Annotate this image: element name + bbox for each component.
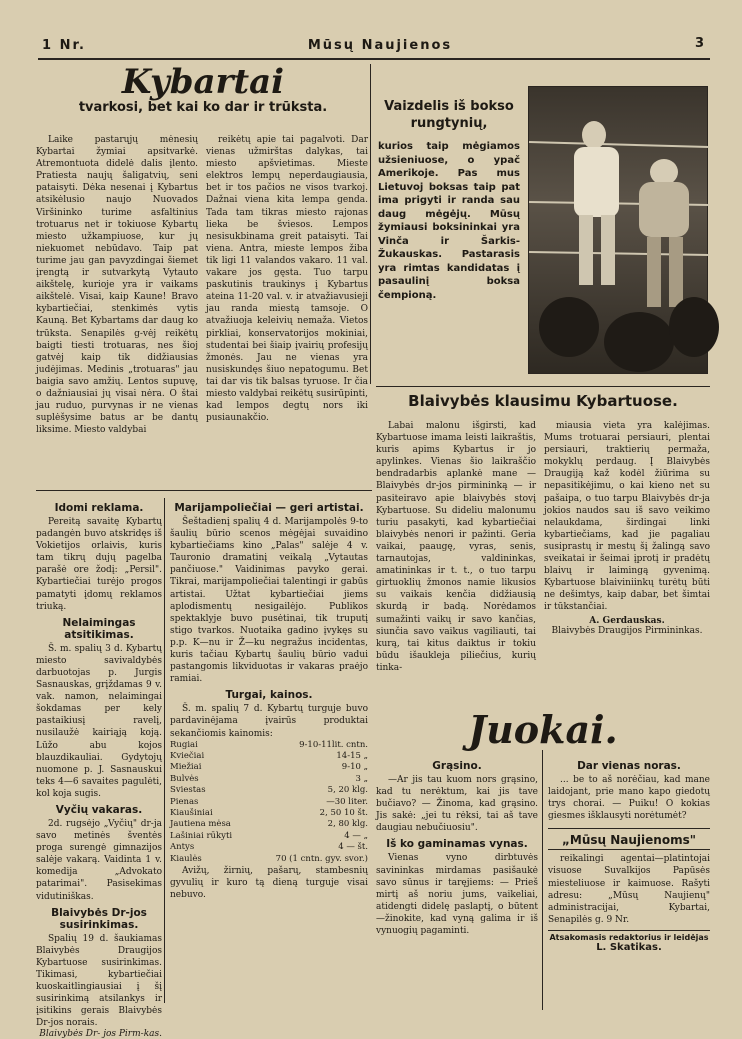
- price-value: 3 „: [355, 773, 368, 784]
- nelaimingas-title: Nelaimingas atsitikimas.: [62, 616, 136, 641]
- price-item: Bulvės: [170, 773, 199, 784]
- price-value: —30 liter.: [326, 796, 368, 807]
- price-row: [170, 808, 368, 819]
- grasino-text: —Ar jis tau kuom nors grąsino, kad tu nerėktum, kai jis tave bučiavo? — Žinoma, kad grąsino. Jis sakė: „jei tu rėksi, tai aš tave daugiau nebučiuosiu".: [376, 775, 538, 834]
- kybartai-title: Kybartai: [121, 62, 285, 102]
- juokai-right-column: [548, 756, 710, 1008]
- price-value: 4 — št.: [338, 842, 368, 853]
- price-value: 14-15 „: [336, 751, 368, 761]
- grasino-title: Grąsino.: [432, 760, 482, 772]
- price-item: Kiaulės: [170, 853, 202, 864]
- vynas-text: Vienas vyno dirbtuvės savininkas mirdamas pasišaukė savo sūnus ir taręjiems: — Prieš mirtį aš noriu jums, vaikeliai, atidengti didelę paslaptį, o būtent—žinokite, kad vyną galima ir iš vynuogių pagaminti.: [376, 853, 538, 937]
- turgai-title: Turgai, kainos.: [225, 689, 313, 702]
- blaivybes-column-2-block: [544, 420, 710, 712]
- price-row: [170, 785, 368, 796]
- vyciu-text: 2d. rugsėjo „Vyčių" dr-ja savo metinės šventės proga surengė gimnazijos salėje vakarą. Vaidinta 1 v. komedija „Advokato patarimai". Pasisekimas vidutiniškas.: [36, 818, 162, 902]
- blaivybes-author: A. Gerdauskas.: [589, 615, 665, 626]
- marijampolieciai-title: Marijampoliečiai — geri artistai.: [174, 502, 364, 514]
- juokai-title: Juokai.: [468, 707, 618, 752]
- editor-label: Atsakomasis redaktorius ir leidėjas: [549, 932, 709, 942]
- section-rule: [36, 490, 372, 491]
- column-rule: [370, 64, 371, 384]
- price-row: [170, 842, 368, 853]
- price-item: Rugiai: [170, 739, 198, 750]
- price-row: [170, 797, 368, 808]
- price-row: [170, 854, 368, 865]
- left-news-column: [36, 498, 162, 1039]
- section-rule: [548, 930, 710, 931]
- musu-text: reikalingi agentai—platintojai visuose Suvalkijos Papūsės miesteliuose ir kaimuose. Rašyti adresu: „Mūsų Naujienų" administracijai, Kybartai, Senapilės g. 9 Nr.: [548, 854, 710, 925]
- price-row: [170, 762, 368, 773]
- price-item: Lašiniai rūkyti: [170, 830, 233, 841]
- price-item: Pienas: [170, 796, 199, 807]
- blaivybes-column-2: miausia vieta yra kalėjimas. Mums trotuarai persiauri, plentai persiauri, traktierių permaža, mokyklų perdaug. Į Blaivybės Draugiją kaž kodėl žiūrima su nepasitikėjimu, o kai kieno net su pašaipa, o tuo tarpu Blaivybės dr-ja jokios naudos sau iš savo veikimo nelaukdama, širdingai linki kybartiečiams, kad jie pagaliau susiprastų ir mestų šį žalingą savo sveikatai ir šeimai įprotį ir pradėtų blaivų ir laimingą gyvenimą. Kybartuose blaiviniinkų turėtų būti ne dešimtys, kaip dabar, bet šimtai ir tūkstančiai.: [544, 421, 710, 613]
- boxing-caption: [378, 98, 520, 368]
- issue-number: 1 Nr.: [42, 38, 86, 53]
- column-rule: [164, 498, 165, 1003]
- price-value: 9-10 „: [341, 762, 368, 773]
- price-row: [170, 831, 368, 842]
- turgai-footer: Avižų, žirnių, pašarų, stambesnių gyvulių ir kuro tą dieną turguje visai nebuvo.: [170, 866, 368, 901]
- marijampolieciai-text: Šeštadienį spalių 4 d. Marijampolės 9-to šaulių būrio scenos mėgėjai suvaidino kybartiečiams kino „Palas" salėje 4 v. Tauronio dramatinį veikalą „Vytautas pančiuose." Vaidinimas pavyko gerai. Tikrai, marijampoliečiai talentingi ir gabūs artistai. Užtat kybartiečiai jiems aplodismentų nesigailėjo. Publikos spektaklyje buvo pusėtinai, tik truputį stigo tvarkos. Nuotaika gadino įvykęs su p.p. K—nu ir Ž—ku negražus incidentas, kuris tačiau Kybartų šaulių būrio vadui pastangomis likviduotas ir vakaras praėjo ramiai.: [170, 517, 368, 685]
- kybartai-subtitle: tvarkosi, bet kai ko dar ir trūksta.: [78, 100, 328, 115]
- price-item: Kiaušiniai: [170, 808, 213, 819]
- turgai-text: Š. m. spalių 7 d. Kybartų turguje buvo pardavinėjama įvairūs produktai sekančiomis kainomis:: [170, 704, 368, 739]
- price-value: 70 (1 cntn. gyv. svor.): [275, 853, 368, 864]
- blaivybes-drjos-text: Spalių 19 d. šaukiamas Blaivybės Draugijos Kybartuose susirinkimas. Tikimasi, kybartiečiai kuoskaitlingiausiai į šį susirinkimą atsilankys ir įsitikins gerais Blaivybės Dr-jos norais.: [36, 933, 162, 1029]
- price-item: Antys: [170, 842, 195, 853]
- blaivybes-drjos-sign: Blaivybės Dr- jos Pirm-kas.: [39, 1029, 162, 1039]
- blaivybes-role: Blaivybės Draugijos Pirmininkas.: [551, 625, 703, 636]
- juokai-left-column: [376, 756, 538, 1008]
- blaivybes-title: Blaivybės klausimu Kybartuose.: [408, 392, 678, 410]
- price-row: [170, 819, 368, 830]
- kybartai-column-1: Laike pastarųjų mėnesių Kybartai žymiai apsitvarkė. Atremontuota didelė dalis įlento. Pratiesta naujų šaligatvių, seni pataisyti. Dėka nesenai į Kybartus atsikėlusio naujo Nuovados Viršininko turime asfaltinius trotuarus net ir tokiuose Kybartų miesto užkampiuose, kur jų niekuomet nebūdavo. Taip pat turime jau gan pavyzdingai šiemet įrengtą ir sutvarkytą Vytauto aikštelę, kurioje yra ir vaikams aikštelė. Visai, kaip Kaune! Bravo kybartiečiai, stenkimės vytis Kauną. Bet Kybartams dar daug ko trūksta. Senapilės g-vėj reikėtų baigti tiesti trotuaras, nes šioj gatvėj kaip tik didžiausias judėjimas. Medinis „trotuaras" jau baigia savo amžių. Lentos supuvę, o dažniausiai jų visai nėra. O štai jau ruduo, purvynas ir ne vienas suplėšysime batus ar be dantų liksime. Miesto valdybai: [36, 135, 198, 436]
- price-row: [170, 774, 368, 785]
- section-rule: [548, 849, 710, 850]
- nelaimingas-text: Š. m. spalių 3 d. Kybartų miesto savivaldybės darbuotojas p. Jurgis Sasnauskas, grįždamas 9 v. vak. namon, nelaimingai šokdamas per kely pastaikiusį ravelį, nusilaužė kairiąją koją. Lūžo abu kojos blauzdikauliai. Gydytojų nuomone p. J. Sasnauskui teks 4—6 savaites pagulėti, kol koja sugis.: [36, 643, 162, 799]
- blaivybes-column-1: Labai malonu išgirsti, kad Kybartuose imama leisti laikraštis, kuris apims Kybartus ir jo apylinkes. Vienas šio laikraščio bendradarbis aplankė mane — Blaivybės dr-jos pirmininką — ir pasiteiravo apie blaivybės stovį Kybartuose. Su dideliu malonumu turiu pasakyti, kad kybartiečiai blaivybės nenori ir pažinti. Geria vaikai, paaugę, vyras, senis, tarnautojas, valdininkas, amatininkas ir t. t., o tuo tarpu girtuoklių žmonos namie likusios su vaikais kenčia didžiausią skurdą ir badą. Norėdamos sumažinti vaikų ir savo kančias, siunčia savo vaikus vagiliauti, tai kurą, tai kitus daiktus ir tokiu būdu išaukleja piliečius, kurių tinka-: [376, 421, 536, 673]
- vynas-title: Iš ko gaminamas vynas.: [386, 838, 528, 851]
- boxing-illustration: [529, 87, 709, 375]
- musu-title: „Mūsų Naujienoms": [562, 833, 696, 848]
- header-rule: [38, 58, 710, 60]
- middle-news-column: [170, 498, 368, 1008]
- editor-name: L. Skatikas.: [596, 941, 662, 953]
- price-item: Kviečiai: [170, 751, 205, 761]
- blaivybes-drjos-title: Blaivybės Dr-jos susirinkimas.: [51, 906, 147, 931]
- page-number: 3: [694, 36, 706, 51]
- price-value: 4 — „: [344, 830, 368, 841]
- price-row: [170, 751, 368, 762]
- price-value: 2, 50 10 št.: [319, 808, 368, 819]
- price-value: 5, 20 klg.: [327, 785, 368, 796]
- price-table: [170, 740, 368, 865]
- price-item: Sviestas: [170, 785, 206, 796]
- section-rule: [376, 386, 710, 387]
- idomi-title: Idomi reklama.: [54, 502, 144, 514]
- boxing-photo: [528, 86, 708, 374]
- noras-text: ... be to aš norėčiau, kad mane laidojant, prie mano kapo giedotų trys chorai. — Puiku! O kokias giesmes išklausyti norėtumėt?: [548, 775, 710, 822]
- boxing-text: kurios taip mėgiamos užsieniuose, o ypač Amerikoje. Pas mus Lietuvoj boksas taip pat ima prigyti ir randa sau daug mėgėjų. Mūsų žymiausi boksininkai yra Vinča ir Šarkis-Žukauskas. Pastarasis yra rimtas kandidatas į pasaulinį boksa čempioną.: [378, 141, 520, 301]
- newspaper-name: Mūsų Naujienos: [307, 38, 453, 53]
- kybartai-heading: [36, 64, 370, 134]
- price-row: [170, 740, 368, 751]
- price-value: 9-10-11lit. cntn.: [299, 739, 368, 750]
- price-item: Miežiai: [170, 762, 202, 773]
- price-item: Jautiena mėsa: [170, 819, 231, 830]
- vyciu-title: Vyčių vakaras.: [55, 803, 143, 816]
- boxing-title: Vaizdelis iš bokso rungtynių,: [384, 99, 514, 131]
- section-rule: [548, 828, 710, 829]
- column-rule: [542, 750, 543, 1010]
- price-value: 2, 80 klg.: [327, 819, 368, 830]
- idomi-text: Pereitą savaitę Kybartų padangėn buvo atskridęs iš Vokietijos orlaivis, kuris tam tikrų dujų pagelba parašė ore žodį: „Persil". Kybartiečiai turėjo progos pamatyti įdomų reklamos triuką.: [36, 517, 162, 612]
- kybartai-column-2: reikėtų apie tai pagalvoti. Dar vienas užmirštas dalykas, tai miesto apšvietimas. Mieste elektros lempų neperdaugiausia, bet ir tos pačios ne visos tvarkoj. Dažnai viena kita lempa genda. Tada tam tikras miesto rajonas lieka be šviesos. Lempos nesisukbinama greit pataisyti. Tai viena. Antra, mieste lempos žiba tik ligi 11 valandos vakaro. 11 val. vakare jos gęsta. Tuo tarpu paskutinis traukinys į Kybartus ateina 11-20 val. v. ir atvažiavusieji jau randa miestą tamsoje. O atvažiuoja keleivių nemaža. Vietos pirkliai, konservatorijos mokiniai, studentai bei šiaip įvairių profesijų žmonės. Jau ne vienas yra nusiskundęs šiuo nepatogumu. Bet tai dar vis tik balsas tyruose. Ir čia miesto valdybai reikėtų susirūpinti, kad lempos degtų nors iki pusiaunakčio.: [206, 135, 368, 424]
- noras-title: Dar vienas noras.: [577, 760, 681, 772]
